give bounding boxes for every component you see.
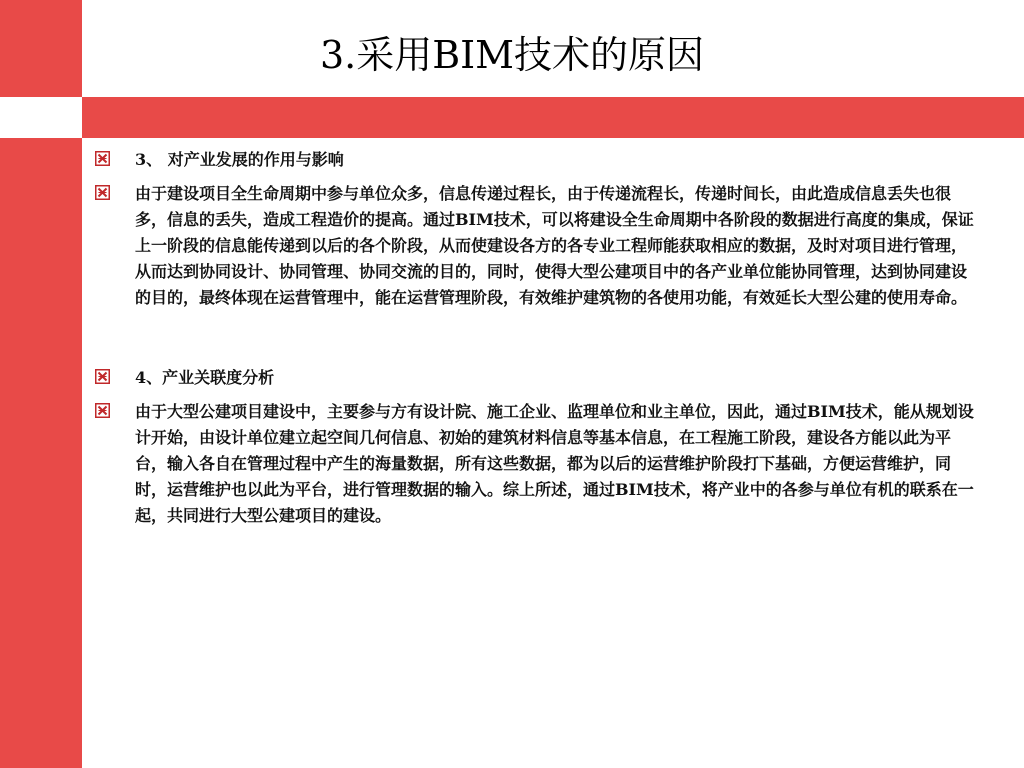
left-band-notch	[0, 97, 82, 138]
bullet-item-paragraph-3	[95, 181, 975, 311]
bullet-item-heading-3	[95, 147, 975, 173]
title-underline-band	[82, 97, 1024, 138]
slide-title: 3.采用BIM技术的原因	[319, 33, 705, 77]
bullet-text: 4、产业关联度分析	[135, 368, 275, 387]
checkbox-x-icon	[95, 369, 110, 384]
bullet-text: 由于建设项目全生命周期中参与单位众多，信息传递过程长，由于传递流程长，传递时间长，由此造成信息丢失也很多，信息的丢失，造成工程造价的提高。通过BIM技术，可以将建设全生命周期中各阶段的数据进行高度的集成，保证上一阶段的信息能传递到以后的各个阶段，从而使建设各方的各专业工程师能获取相应的数据，及时对项目进行管理，从而达到协同设计、协同管理、协同交流的目的，同时，使得大型公建项目中的各产业单位能协同管理，达到协同建设的目的，最终体现在运营管理中，能在运营管理阶段，有效维护建筑物的各使用功能，有效延长大型公建的使用寿命。	[135, 184, 974, 307]
bullet-text: 3、 对产业发展的作用与影响	[135, 150, 344, 169]
checkbox-x-icon	[95, 151, 110, 166]
slide-body	[95, 147, 975, 529]
bullet-text: 由于大型公建项目建设中，主要参与方有设计院、施工企业、监理单位和业主单位，因此，通过BIM技术，能从规划设计开始，由设计单位建立起空间几何信息、初始的建筑材料信息等基本信息，在工程施工阶段，建设各方能以此为平台，输入各自在管理过程中产生的海量数据，所有这些数据，都为以后的运营维护阶段打下基础，方便运营维护，同时，运营维护也以此为平台，进行管理数据的输入。综上所述，通过BIM技术，将产业中的各参与单位有机的联系在一起，共同进行大型公建项目的建设。	[135, 402, 974, 525]
bullet-item-paragraph-4	[95, 399, 975, 529]
checkbox-x-icon	[95, 403, 110, 418]
checkbox-x-icon	[95, 185, 110, 200]
bullet-item-heading-4	[95, 365, 975, 391]
